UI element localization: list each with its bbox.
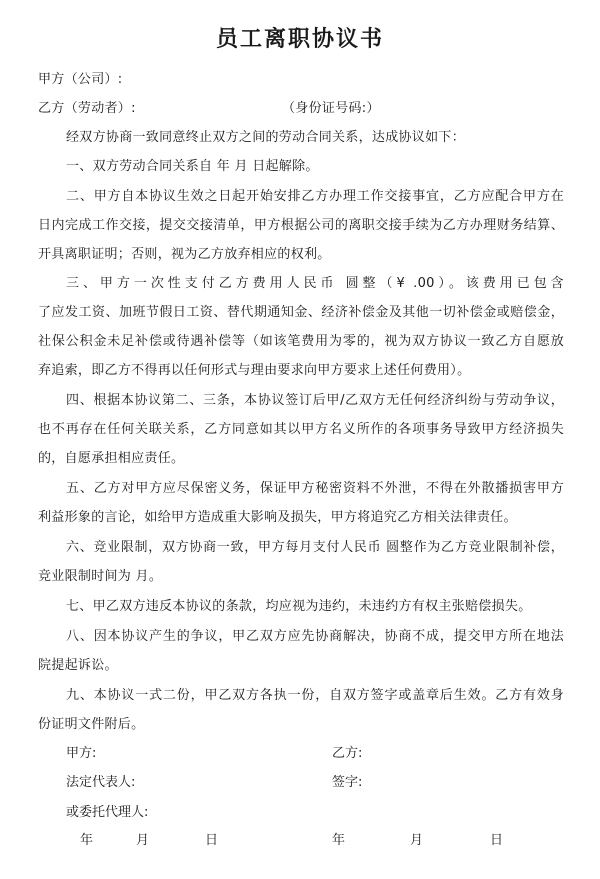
date-b-day: 日 bbox=[490, 833, 504, 848]
intro-line: 经双方协商一致同意终止双方之间的劳动合同关系，达成协议如下： bbox=[66, 130, 466, 145]
clause-5-line: 五、乙方对甲方应尽保密义务，保证甲方秘密资料不外泄，不得在外散播损害甲方 bbox=[66, 481, 564, 496]
clause-7-line: 七、甲乙双方违反本协议的条款，均应视为违约，未违约方有权主张赔偿损失。 bbox=[66, 599, 532, 614]
date-a-month: 月 bbox=[136, 833, 150, 848]
clause-6-line: 六、竞业限制，双方协商一致，甲方每月支付人民币 圆整作为乙方竞业限制补偿， bbox=[66, 540, 564, 555]
signature-sign: 签字: bbox=[332, 775, 363, 790]
clause-3-line: 弃追索，即乙方不得再以任何形式与理由要求向甲方要求上述任何费用）。 bbox=[38, 363, 471, 378]
clause-4-line: 四、根据本协议第二、三条，本协议签订后甲/乙双方无任何经济纠纷与劳动争议， bbox=[66, 393, 564, 408]
clause-2-line: 日内完成工作交接，提交交接清单，甲方根据公司的离职交接手续为乙方办理财务结算、 bbox=[38, 218, 564, 233]
clause-1-line: 一、双方劳动合同关系自 年 月 日起解除。 bbox=[66, 159, 319, 174]
clause-4-line: 也不再存在任何关联关系，乙方同意如其以甲方名义所作的各项事务导致甲方经济损失 bbox=[38, 422, 564, 437]
clause-2-line: 二、甲方自本协议生效之日起开始安排乙方办理工作交接事宜，乙方应配合甲方在 bbox=[66, 189, 564, 204]
clause-2-line: 开具离职证明；否则，视为乙方放弃相应的权利。 bbox=[38, 247, 331, 262]
clause-3-line: 了应发工资、加班节假日工资、替代期通知金、经济补偿金及其他一切补偿金或赔偿金， bbox=[38, 305, 564, 320]
date-a-day: 日 bbox=[205, 833, 219, 848]
id-number-label: （身份证号码:） bbox=[282, 101, 380, 116]
party-a-line: 甲方（公司）: bbox=[38, 72, 123, 87]
clause-5-line: 利益形象的言论，如给甲方造成重大影响及损失，甲方将追究乙方相关法律责任。 bbox=[38, 510, 517, 525]
clause-6-line: 竞业限制时间为 月。 bbox=[38, 569, 163, 584]
date-b-year: 年 bbox=[332, 833, 346, 848]
clause-4-line: 的，自愿承担相应责任。 bbox=[38, 451, 185, 466]
date-a-year: 年 bbox=[80, 833, 94, 848]
signature-party-a: 甲方: bbox=[66, 746, 97, 761]
clause-3-line: 社保公积金未足补偿或待遇补偿等（如该笔费用为零的，视为双方协议一致乙方自愿放 bbox=[38, 334, 564, 349]
signature-party-b: 乙方: bbox=[332, 746, 363, 761]
clause-9-line: 份证明文件附后。 bbox=[38, 717, 145, 732]
signature-agent: 或委托代理人: bbox=[66, 805, 149, 820]
date-b-month: 月 bbox=[410, 833, 424, 848]
clause-8-line: 院提起诉讼。 bbox=[38, 658, 118, 673]
clause-3-line: 三、甲方一次性支付乙方费用人民币 圆整（¥ .00）。该费用已包含 bbox=[66, 276, 564, 291]
signature-legal-rep: 法定代表人: bbox=[66, 775, 136, 790]
clause-8-line: 八、因本协议产生的争议，甲乙双方应先协商解决，协商不成，提交甲方所在地法 bbox=[66, 629, 564, 644]
document-title: 员工离职协议书 bbox=[215, 27, 384, 52]
clause-9-line: 九、本协议一式二份，甲乙双方各执一份，自双方签字或盖章后生效。乙方有效身 bbox=[66, 688, 564, 703]
party-b-line: 乙方（劳动者）: bbox=[38, 101, 136, 116]
